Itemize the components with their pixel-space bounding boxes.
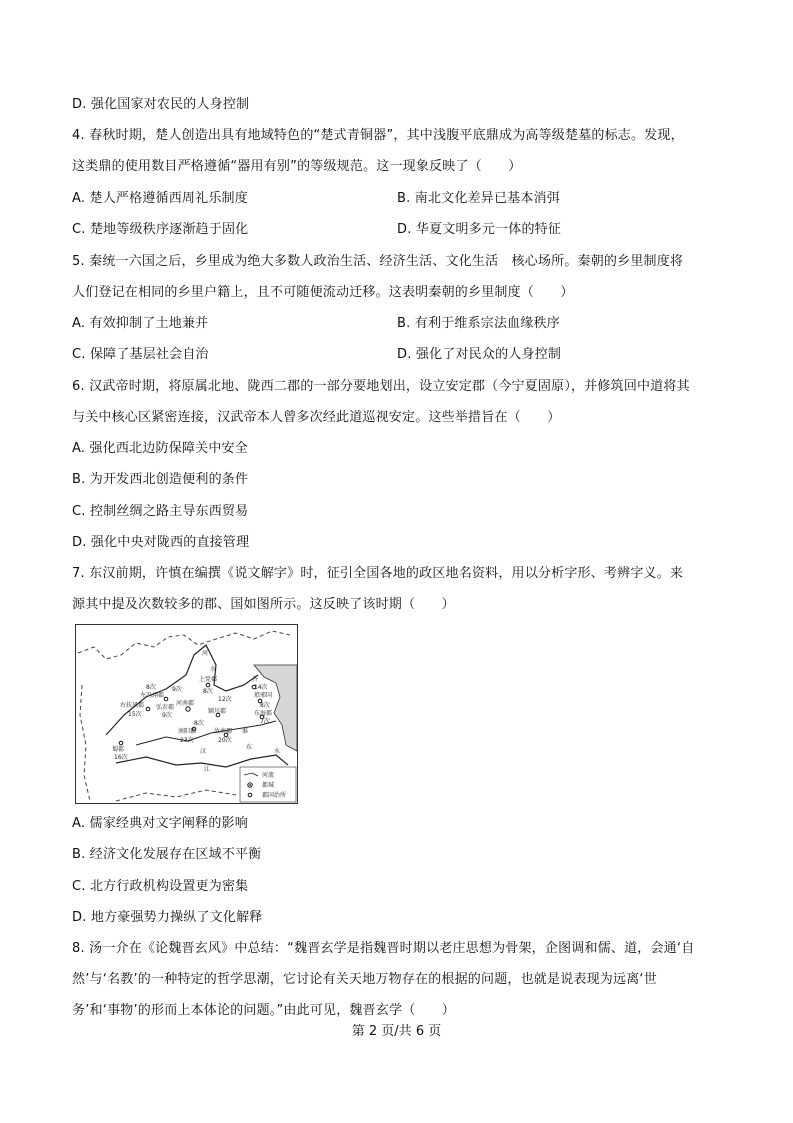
q6-stem-line2: 与关中核心区紧密连接，汉武帝本人曾多次经此道巡视安定。这些举措旨在（ ） (72, 410, 561, 425)
map-label: 江 (204, 766, 211, 773)
map-label: 水 (210, 666, 217, 673)
seat-marker (146, 707, 150, 711)
seat-marker (206, 683, 210, 687)
capital-marker (186, 707, 190, 711)
map-label: 9次 (172, 686, 182, 693)
q4-option-b: B. 南北文化差异已基本消弭 (397, 191, 560, 206)
map-label: 东 (246, 744, 253, 751)
legend-capital-label: 都城 (262, 782, 275, 789)
map-label: 右扶风郡 (120, 702, 145, 709)
map-label: 8次 (194, 720, 204, 727)
huai-river (136, 721, 276, 745)
q6-stem-line1: 6. 汉武帝时期，将原属北地、陇西二郡的一部分要地划出，设立安定郡（今宁夏固原），并修筑回中道将其 (72, 379, 690, 394)
q7-option-b: B. 经济文化发展存在区域不平衡 (72, 847, 262, 862)
q5-stem-line1: 5. 秦统一六国之后，乡里成为绝大多数人政治生活、经济生活、文化生活 核心场所。秦朝的乡里制度将 (72, 254, 684, 269)
q7-stem-line1: 7. 东汉前期，许慎在编撰《说文解字》时，征引全国各地的政区地名资料，用以分析字形、考辨字义。来 (72, 566, 684, 581)
q5-stem-line2: 人们登记在相同的乡里户籍上，且不可随便流动迁移。这表明秦朝的乡里制度（ ） (72, 285, 574, 300)
q5-option-d: D. 强化了对民众的人身控制 (397, 347, 562, 362)
q7-option-c: C. 北方行政机构设置更为密集 (72, 879, 249, 894)
seat-marker (119, 741, 123, 745)
map-label: 河南郡 (176, 700, 195, 707)
map-label: 南阳郡 (178, 728, 197, 735)
q5-option-a: A. 有效抑制了土地兼并 (72, 316, 209, 331)
map-label: 8次 (146, 684, 156, 691)
q8-stem-line3: 务’和‘事物’的形而上本体论的问题。”由此可见，魏晋玄学（ ） (72, 1003, 456, 1018)
map-label: 9次 (162, 712, 172, 719)
map-svg (76, 625, 297, 803)
map-label: 齐 (252, 676, 259, 683)
boundary-line (80, 685, 90, 801)
yellow-river (106, 645, 258, 735)
q4-option-d: D. 华夏文明多元一体的特征 (397, 222, 562, 237)
q8-stem-line1: 8. 汤一介在《论魏晋玄风》中总结：“魏晋玄学是指魏晋时期以老庄思想为骨架，企图调和儒、道，会通‘自 (72, 941, 695, 956)
seat-marker (164, 697, 168, 701)
map-label: 20次 (218, 737, 232, 744)
q6-option-c: C. 控制丝绸之路主导东西贸易 (72, 504, 249, 519)
q7-stem-line2: 源其中提及次数较多的郡、国如图所示。这反映了该时期（ ） (72, 597, 455, 612)
map-label: 23次 (180, 737, 194, 744)
map-label: 14次 (254, 684, 268, 691)
q5-option-c: C. 保障了基层社会自治 (72, 347, 209, 362)
map-label: 弘农郡 (156, 704, 175, 711)
q6-option-b: B. 为开发西北创造便利的条件 (72, 472, 249, 487)
boundary-line (78, 631, 290, 659)
q4-stem-line1: 4. 春秋时期，楚人创造出具有地域特色的“楚式青铜器”，其中浅腹平底鼎成为高等级楚墓的标志。发现， (72, 128, 684, 143)
q4-option-a: A. 楚人严格遵循西周礼乐制度 (72, 191, 248, 206)
map-label: 16次 (114, 754, 128, 761)
map-label: 水 (274, 748, 281, 755)
boundary-line (116, 790, 236, 801)
map-label: 汉 (200, 748, 207, 755)
q4-option-c: C. 楚地等级秩序逐渐趋于固化 (72, 222, 249, 237)
page-footer: 第 2 页/共 6 页 (351, 1024, 442, 1039)
map-label: 琅邪国 (254, 692, 273, 699)
q6-option-d: D. 强化中央对陇西的直接管理 (72, 535, 250, 550)
map-label: 左冯翊郡 (140, 692, 165, 699)
map-label: 7次 (260, 718, 270, 725)
map-label: 8次 (260, 702, 270, 709)
map-label: 15次 (128, 711, 142, 718)
map-label: 颍川郡 (208, 708, 227, 715)
q3-option-d: D. 强化国家对农民的人身控制 (72, 97, 250, 112)
map-label: 12次 (218, 696, 232, 703)
han-commandery-map (75, 624, 298, 804)
legend-seat-label: 郡国治所 (262, 792, 287, 799)
legend-capital-dot (249, 784, 251, 786)
q8-stem-line2: 然’与‘名教’的一种特定的哲学思潮，它讨论有关天地万物存在的根据的问题，也就是说表现为远离‘世 (72, 972, 657, 987)
map-label: 汝南郡 (214, 728, 233, 735)
q6-option-a: A. 强化西北边防保障关中安全 (72, 441, 248, 456)
q5-option-b: B. 有利于维系宗法血缘秩序 (397, 316, 560, 331)
q7-option-a: A. 儒家经典对文字阐释的影响 (72, 816, 248, 831)
map-label: 上党郡 (199, 676, 218, 683)
map-label: 河 (202, 650, 209, 657)
map-label: 东海郡 (254, 710, 273, 717)
map-label: 8次 (203, 688, 213, 695)
map-label: 蜀郡 (112, 746, 125, 753)
q4-stem-line2: 这类鼎的使用数目严格遵循“器用有别”的等级规范。这一现象反映了（ ） (72, 159, 522, 174)
map-label: 淮 (242, 728, 249, 735)
legend-river-label: 河流 (262, 772, 275, 779)
yangtze-river (116, 755, 288, 767)
q7-option-d: D. 地方豪强势力操纵了文化解释 (72, 910, 263, 925)
